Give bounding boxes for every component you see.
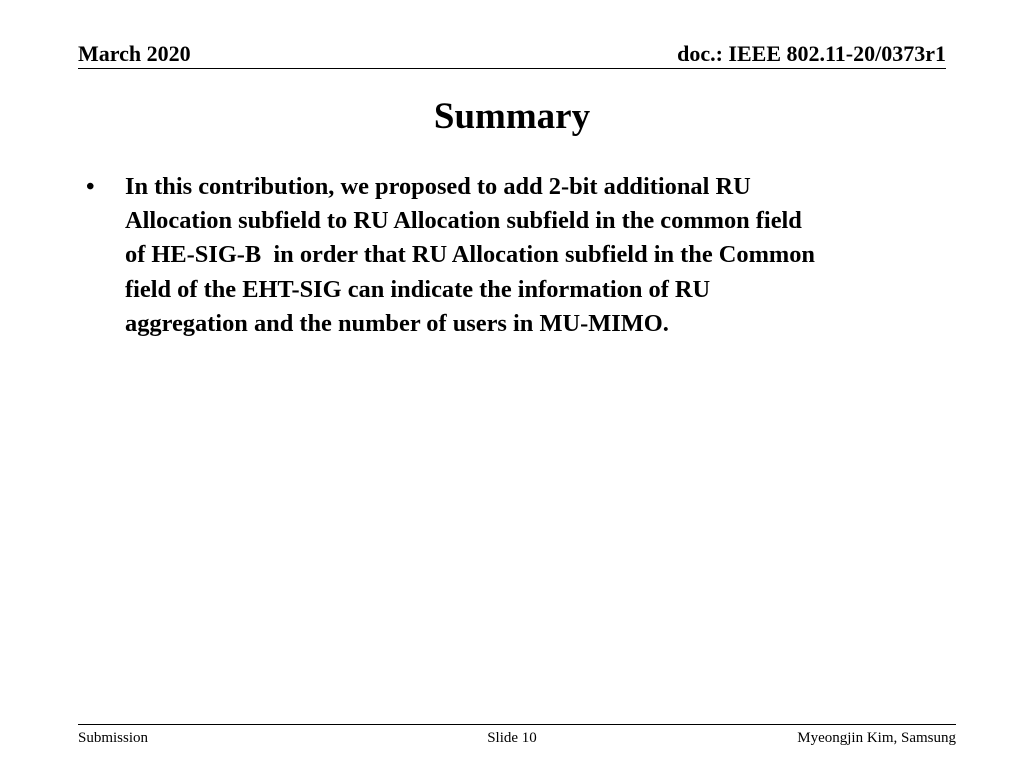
bullet-dot-icon: • — [86, 173, 95, 200]
header-divider — [78, 68, 946, 69]
footer-submission: Submission — [78, 730, 149, 746]
header-date: March 2020 — [78, 41, 191, 66]
bullet-text-line: aggregation and the number of users in MU-MIMO. — [125, 309, 669, 337]
bullet-text-line: of HE-SIG-B in order that RU Allocation subfield in the Common — [125, 241, 815, 269]
footer-divider — [78, 724, 956, 725]
slide-title: Summary — [433, 96, 591, 137]
slide-body — [86, 170, 946, 341]
bullet-text-line: Allocation subfield to RU Allocation subfield in the common field — [125, 207, 802, 235]
header-doc-id: doc.: IEEE 802.11-20/0373r1 — [677, 41, 946, 66]
footer-slide-number: Slide 10 — [487, 730, 537, 746]
bullet-text-line: In this contribution, we proposed to add 2-bit additional RU — [125, 173, 751, 200]
footer-author: Myeongjin Kim, Samsung — [797, 730, 956, 746]
bullet-text-line: field of the EHT-SIG can indicate the information of RU — [125, 275, 711, 303]
bullet-item — [86, 170, 946, 341]
